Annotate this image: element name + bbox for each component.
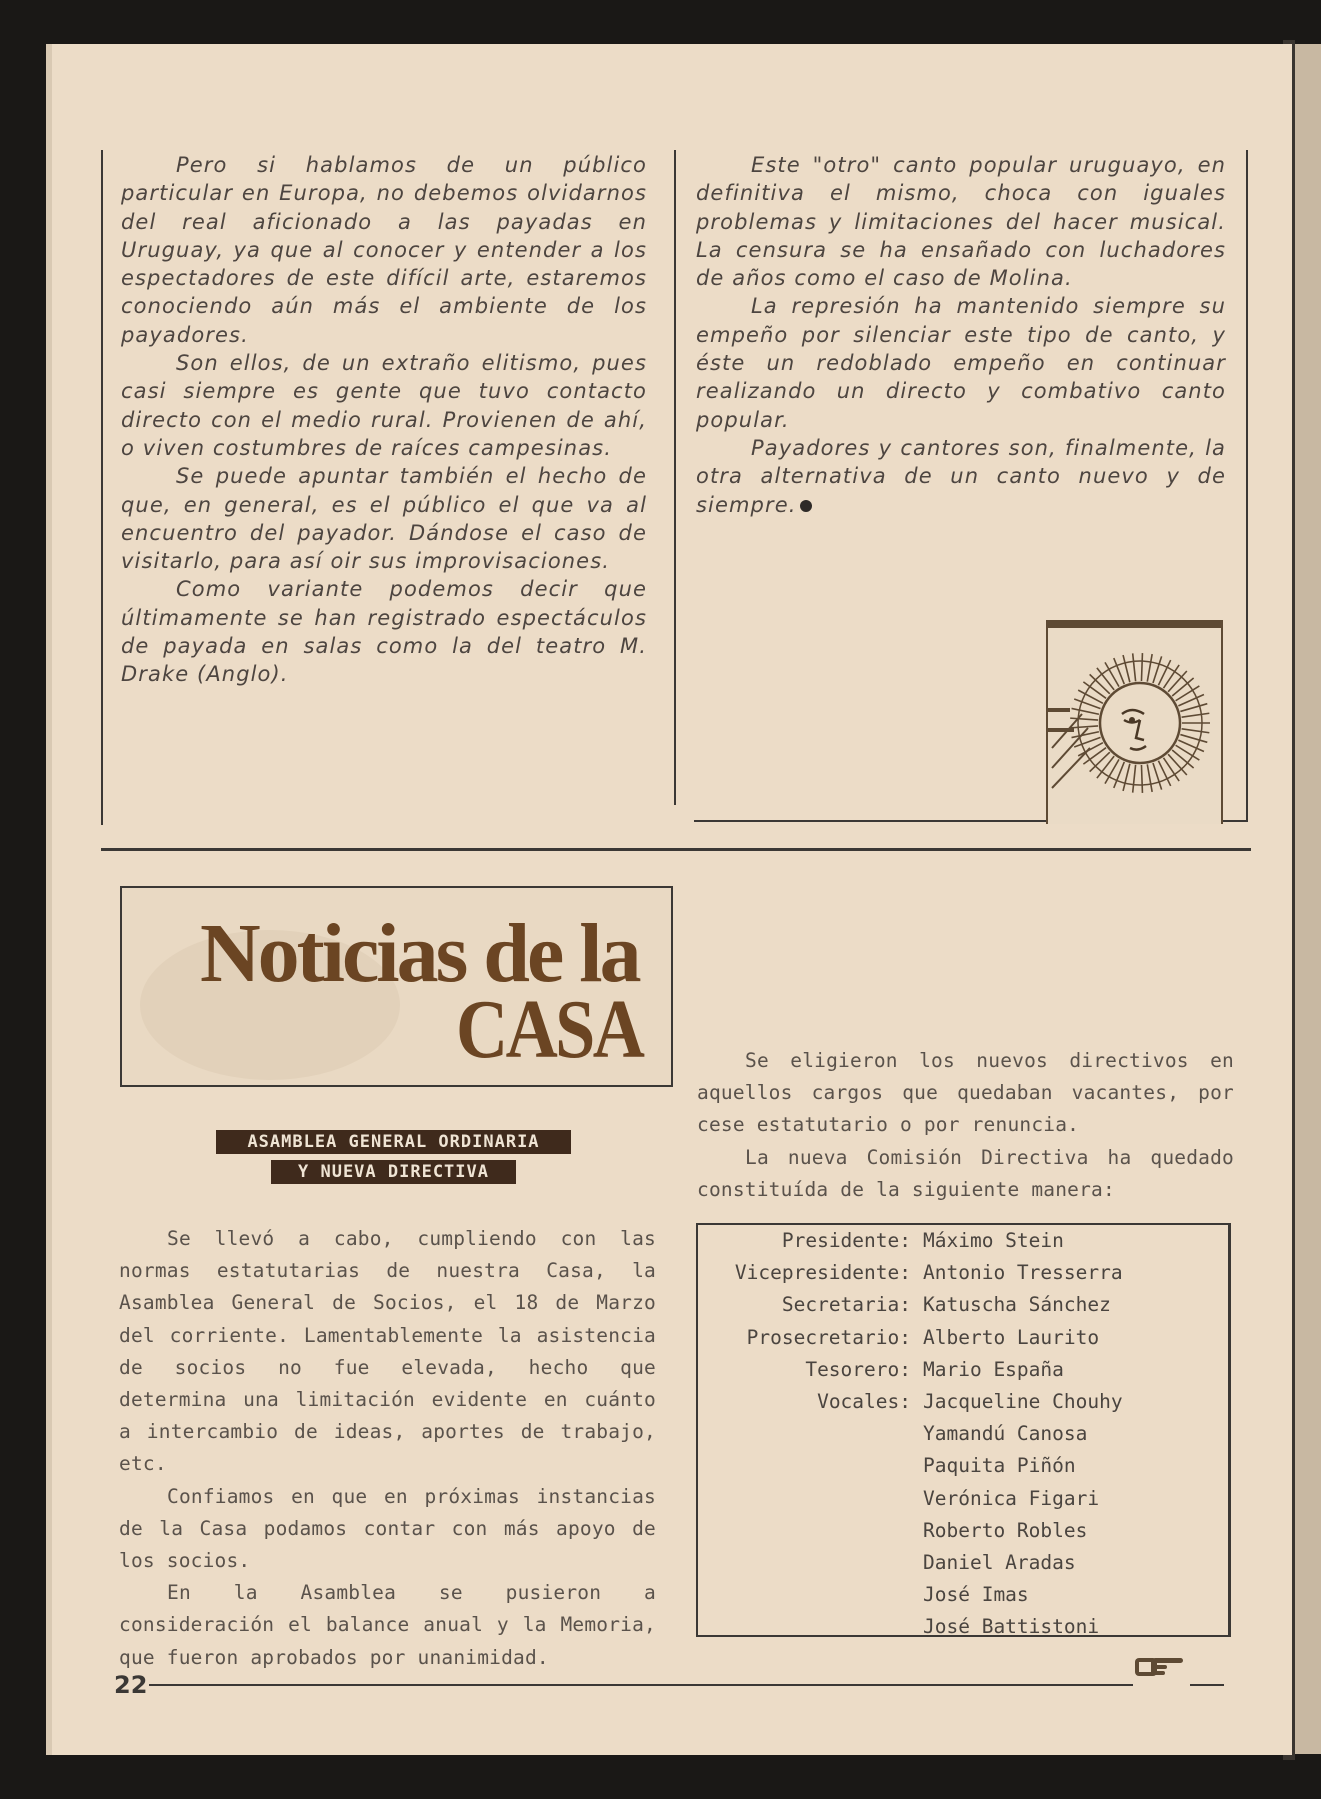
- news-paragraph: La nueva Comisión Directiva ha quedado constituída de la siguiente manera:: [697, 1145, 1234, 1201]
- committee-member-name: Paquita Piñón: [923, 1454, 1076, 1478]
- committee-row: [698, 1257, 1228, 1289]
- committee-member-name: Antonio Tresserra: [923, 1261, 1123, 1285]
- committee-member-name: Roberto Robles: [923, 1518, 1088, 1542]
- committee-row: [698, 1450, 1228, 1482]
- committee-row: [698, 1386, 1228, 1418]
- end-mark-icon: [800, 500, 812, 512]
- committee-row: [698, 1547, 1228, 1579]
- news-right-column: [697, 1045, 1234, 1206]
- committee-row: [698, 1289, 1228, 1321]
- committee-role: Prosecretario:: [746, 1325, 911, 1349]
- article-right-column: [696, 151, 1226, 519]
- committee-row: [698, 1418, 1228, 1450]
- committee-role: Secretaria:: [781, 1293, 911, 1317]
- article-paragraph: Pero si hablamos de un público particular en Europa, no debemos olvidarnos del real aficionado a las payadas en Uruguay, ya que al conocer y entender a los espectadores de este difícil arte, estaremos conociendo aún más el ambiente de los payadores.: [121, 153, 647, 347]
- committee-member-name: Katuscha Sánchez: [923, 1293, 1111, 1317]
- committee-member-name: Alberto Laurito: [923, 1325, 1100, 1349]
- committee-list-box: [696, 1223, 1231, 1637]
- section-title-line1: Noticias de la: [200, 907, 639, 1000]
- subheading-banner-line1: ASAMBLEA GENERAL ORDINARIA: [216, 1130, 571, 1154]
- page-number: 22: [114, 1671, 148, 1699]
- committee-role: [698, 1450, 911, 1482]
- committee-role: [698, 1579, 911, 1611]
- section-divider-rule: [101, 848, 1251, 851]
- committee-row: [698, 1515, 1228, 1547]
- subheading-banner-line2: Y NUEVA DIRECTIVA: [271, 1160, 516, 1184]
- article-left-column: [121, 151, 647, 689]
- committee-row: [698, 1483, 1228, 1515]
- news-paragraph: Se eligieron los nuevos directivos en aquellos cargos que quedaban vacantes, por cese estatutario o por renuncia.: [697, 1049, 1234, 1137]
- footer-rule: [149, 1684, 1133, 1686]
- committee-row: [698, 1579, 1228, 1611]
- committee-row: [698, 1611, 1228, 1643]
- pointing-hand-icon: [1133, 1652, 1189, 1680]
- news-paragraph: Confiamos en que en próximas instancias de la Casa podamos contar con más apoyo de los socios.: [119, 1484, 656, 1573]
- news-left-column: [119, 1223, 656, 1674]
- footer-rule-end: [1190, 1684, 1224, 1686]
- committee-member-name: Yamandú Canosa: [923, 1422, 1088, 1446]
- committee-row: [698, 1322, 1228, 1354]
- article-paragraph: La represión ha mantenido siempre su empeño por silenciar este tipo de canto, y éste un redoblado empeño en continuar realizando un directo y combativo canto popular.: [696, 294, 1226, 432]
- article-paragraph: Son ellos, de un extraño elitismo, pues casi siempre es gente que tuvo contacto directo con el medio rural. Provienen de ahí, o viven costumbres de raíces campesinas.: [121, 351, 647, 460]
- committee-member-name: Daniel Aradas: [923, 1551, 1076, 1575]
- committee-member-name: Verónica Figari: [923, 1486, 1100, 1510]
- committee-member-name: Jacqueline Chouhy: [923, 1390, 1123, 1414]
- article-paragraph: Como variante podemos decir que últimamente se han registrado espectáculos de payada en salas como la del teatro M. Drake (Anglo).: [121, 577, 647, 687]
- committee-role: [698, 1418, 911, 1450]
- committee-role: [698, 1547, 911, 1579]
- column-rule-left: [101, 150, 103, 825]
- news-paragraph: En la Asamblea se pusieron a consideración el balance anual y la Memoria, que fueron aprobados por unanimidad.: [119, 1581, 656, 1669]
- article-final-sentence: Payadores y cantores son, finalmente, la otra alternativa de un canto nuevo y de siempre.: [696, 435, 1226, 517]
- section-title-line2: CASA: [456, 983, 643, 1076]
- article-paragraph: [696, 434, 1226, 519]
- committee-role: [698, 1483, 911, 1515]
- committee-row: [698, 1354, 1228, 1386]
- column-rule-middle: [674, 150, 676, 805]
- article-paragraph: Este "otro" canto popular uruguayo, en definitiva el mismo, choca con iguales problemas y limitaciones del hacer musical. La censura se ha ensañado con luchadores de años como el caso de Molina.: [696, 153, 1226, 291]
- committee-member-name: José Battistoni: [923, 1615, 1100, 1639]
- committee-list: [698, 1225, 1228, 1644]
- sun-face-illustration: [1046, 620, 1223, 824]
- committee-row: [698, 1225, 1228, 1257]
- committee-role: Presidente:: [781, 1229, 911, 1252]
- committee-role: [698, 1515, 911, 1547]
- committee-role: Vocales:: [817, 1390, 911, 1414]
- committee-member-name: Mario España: [923, 1357, 1064, 1381]
- committee-role: Tesorero:: [805, 1357, 911, 1381]
- committee-member-name: José Imas: [923, 1583, 1029, 1607]
- column-rule-right: [1246, 150, 1248, 822]
- committee-member-name: Máximo Stein: [923, 1229, 1064, 1252]
- committee-role: [698, 1611, 911, 1643]
- sun-icon: [1048, 628, 1221, 824]
- news-paragraph: Se llevó a cabo, cumpliendo con las normas estatutarias de nuestra Casa, la Asamblea General de Socios, el 18 de Marzo del corriente. Lamentablemente la asistencia de socios no fue elevada, hecho que determina una limitación evidente en cuánto a intercambio de ideas, aportes de trabajo, etc.: [119, 1227, 656, 1476]
- committee-role: Vicepresidente:: [734, 1261, 911, 1285]
- article-paragraph: Se puede apuntar también el hecho de que, en general, es el público el que va al encuentro del payador. Dándose el caso de visitarlo, para así oir sus improvisaciones.: [121, 464, 647, 574]
